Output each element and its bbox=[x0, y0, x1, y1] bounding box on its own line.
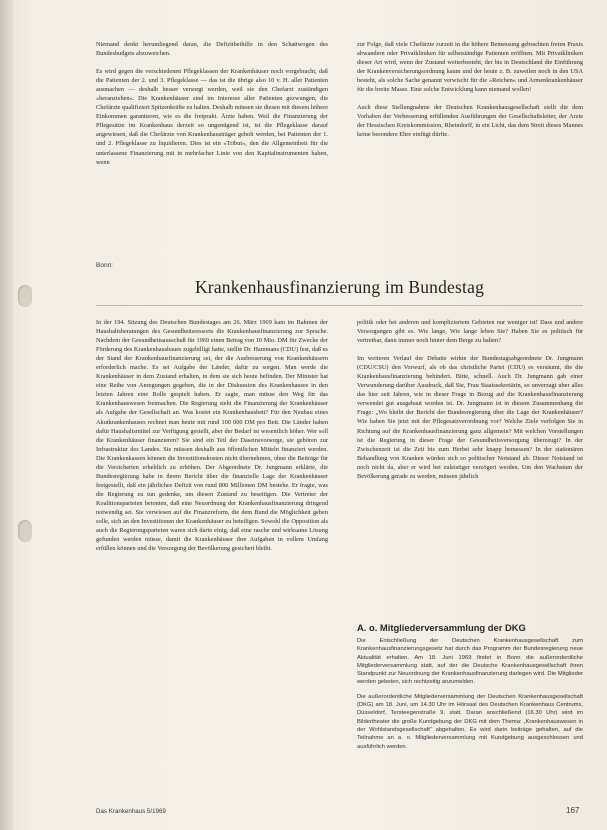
punch-hole bbox=[18, 520, 32, 542]
paragraph: Niemand denkt herumliegend daran, die Defizitbeihilfe in den Schattwogen des Bundesbudgets abzuweichen. bbox=[96, 41, 328, 58]
top-right-column bbox=[357, 40, 583, 215]
notice-paragraph: Die außerordentliche Mitgliederversammlung der Deutschen Krankenhausgesellschaft (DKG) am 18. Juni, um 14.30 Uhr im Hörsaal des Deutschen Krankenhaus Centrums, Düsseldorf, Tersteegenstraße 9, statt. Daran anschließend (16.30 Uhr) wird im Bildertheater die große Kundgebung der DKG mit dem Thema: „Krankenhauswesen in der Wohlstandsgesellschaft“ abgehalten. Es wird darin beiträge gehalten, auf die Teilnahme an a. o. Mitgliederversammlung mit Kundgebung ausgeschlossen und ausführlich werden. bbox=[357, 693, 583, 750]
page-number: 167 bbox=[566, 806, 580, 815]
paragraph: zur Folge, daß viele Chefärzte zurzeit in die höhere Bemessung gebrachten freien Praxis abwandern oder Privatkliniken für selbstständige Patienten eröffnen. Mit Privatkliniken dieser Art wird, wenn der Zustand weiterbesteht, der bis in Deutschland die Einführung der Krankenversicherungsordnung kaum und der heute z. B. zuweilen noch in den USA besteht, als solche Sache genannt verwischt für die »Reichen« und Armenkrankenhäuser für die breite Masse. Eine solche Entwicklung kann niemand wollen! bbox=[357, 41, 583, 94]
main-left-column bbox=[96, 318, 328, 805]
notice-box bbox=[357, 622, 583, 808]
paragraph: Im weiteren Verlauf der Debatte wirkte der Bundestagsabgeordnete Dr. Jungmann (CDU/CSU) den Vorwurf, als ob das christliche Partei (CDU) es versäumt, die die Krankenhausfinanzierung behindert. Bitte, schnell. Auch Dr. Jungmann gab einer Verwunderung darüber Ausdruck, daß Sie, Frau Staatssekretärin, so unverzagt uber alles das hier seit Jahren, wie in dieser Frage in Bezug auf die Krankenhausfinanzierung verwendet gut ausgebaut worden ist. Dr. Jungmann ist in diesem Zusammenhang die Frage: „Wo bleibt der Bericht der Bundesregierung über die Lage der Krankenhäuser? Wie haben Sie jetzt mit der Pflegesatzverordnung vor? Welche Ziele verfolgen Sie in Richtung auf die Krankenhausfinanzierung ganz allgemein? Mit welchen Vorstellungen ist die Regierung in dieser Frage der Gesundheitsversorgung überzeugt? In der Zwischenzeit ist die Zeit bis zum Herbst sehr knapp bemessen? In der stationären Behandlung von Kranken würden sich so politischer Notstand ab. Dieser Notstand ist noch nicht da, aber er wird bei zuleistiger verzögert werden. Um den Wachstum der Bevölkerung gerade zu werden, müssen jährlich bbox=[357, 355, 583, 480]
page-binding-edge bbox=[0, 0, 14, 830]
main-right-column bbox=[357, 318, 583, 617]
notice-paragraph: Die Entschließung der Deutschen Krankenhausgesellschaft zum Krankenhausfinanzierungsgesetz hat durch das Programm der Bundesregierung neue Aktualität erhalten. Am 18. Juni 1969 findet in Bonn die außerordentliche Mitgliederversammlung statt, auf der die Deutsche Krankenhausgesellschaft ihren Standpunkt zur Neuordnung der Krankenhausfinanzierung darlegen wird. Die Mitglieder werden gebeten, sich rechtzeitig anzumelden. bbox=[357, 638, 583, 686]
article-heading: Krankenhausfinanzierung im Bundestag bbox=[194, 277, 485, 297]
top-left-column bbox=[96, 40, 328, 220]
heading-divider bbox=[96, 305, 583, 306]
source-label: Bonn: bbox=[96, 262, 113, 269]
paragraph: Es wird gegen die verschiedenen Pflegeklassen der Krankenhäuser noch vorgebracht, daß die Patienten der 2. und 3. Pflegeklasse — das ist die übrige also 10 v. H. aller Patienten ausmachen — deshalb besser versorgt werden, weil sie den Chefarzt zuständigen »heranziehen«. Die Krankenhäuser sind im Interesse aller Patienten gezwungen, die Chefärzte qualifiziert Spitzenkräfte zu halten. Deshalb müssen sie diesen mit diesem höhere Einkommen garantieren, wie es die freiprakt. Ärzte haben. Weil die Finanzierung der Pflegesätze im Krankenhaus derzeit so ungenügend ist, ist die Pflegeklasse darauf angewiesen, daß die Chefärzte von Krankenhausträger geholt werden, bei Patienten der 1. und 2. Pflegeklasse zu liquidieren. Dies ist ein »Tribut«, den die Allgemeinheit für die unterlassene Finanzierung mit in mehrfacher Linie von den Kapitalinstrumenten haben, wenn bbox=[96, 68, 328, 166]
punch-hole bbox=[18, 285, 32, 307]
paragraph: politik oder bei anderen und kompliziertem Gebieten nur weniger ist! Dass und andere Versorgungen gibt es. Wie lange, Wie lange leben Sie? Haben Sie es politisch für vertretbar, dann immer noch hinter dem Berge zu halten? bbox=[357, 319, 583, 345]
paragraph: Auch diese Stellungnahme der Deutschen Krankenhausgesellschaft stellt die dem Vorhaben der Verbesserung erfüllenden Ausführungen der Gesellschaftsleiter, der Arzte der Hessischen Kreiskommission, Rheindorff, in ein Licht, das dem Streit dieses Mannes keine besondere Ehre einfügt dürfte. bbox=[357, 104, 583, 139]
paragraph: In der 194. Sitzung des Deutschen Bundestages am 26. März 1969 kam im Rahmen der Haushaltsberatungen des Gesundheitsressorts die Krankenhausfinanzierung zur Sprache. Nachdem der Gesundheitsausschuß für 1969 einen Betrag von 10 Mio. DM für Zwecke der Förderung des Krankenhausbaues zugebilligt hatte, stellte Dr. Hammans (CDU) fest, daß es der Stand der Krankenhausfinanzierung sei, der die Ausbesserung von Krankenhäusern erforderlich mache. Es sei Aufgabe der Länder, dafür zu sorgen. Man werde die Krankenhäuser in dem Zustand erhalten, in dem sie sich heute befinden. Der Minister hat eine Reihe von Anregungen gegeben, die in der Diskussion des Krankenhauses in den letzten Jahren eine Rolle gespielt haben. Er sagte, man müsse den Weg für das Krankenhauswesen freimachen. Die Regierung sieht die Finanzierung der Krankenhäuser als Aufgabe der Gesellschaft an. Was kostet ein Krankenhausbett? Für den Neubau eines Akutkrankenhauses rechnet man heute mit rund 100 000 DM pro Bett. Die Länder haben dafür Haushaltsmittel zur Verfügung gestellt, aber der Bedarf ist wesentlich höher. Wer soll die Krankenhäuser finanzieren? Sie sind ein Teil der Daseinsvorsorge, sie gehören zur Infrastruktur des Landes. Sie müssen deshalb aus öffentlichen Mitteln finanziert werden. Die Krankenkassen können die Investitionskosten nicht übernehmen, ohne die Beiträge für die Versicherten erheblich zu erhöhen. Der Abgeordnete Dr. Jungmann erklärte, die Bundesregierung habe in ihrem Bericht über die finanzielle Lage der Krankenhäuser festgestellt, daß ein jährliches Defizit von rund 800 Millionen DM bestehe. Er fragte, was die Regierung zu tun gedenke, um diesen Zustand zu beseitigen. Die Vertreter der Koalitionsparteien betonten, daß eine Neuordnung der Krankenhausfinanzierung dringend notwendig sei. Sie verwiesen auf die Finanzreform, die dem Bund die Möglichkeit geben solle, sich an den Investitionen der Krankenhäuser zu beteiligen. Sowohl die Opposition als auch die Regierungsparteien waren sich darin einig, daß eine rasche und wirksame Lösung gefunden werden müsse, damit die Krankenhäuser ihre Aufgaben in vollem Umfang erfüllen können und die Versorgung der Bevölkerung gesichert bleibt. bbox=[96, 319, 328, 553]
journal-footer: Das Krankenhaus 5/1969 bbox=[96, 808, 166, 815]
notice-title: A. o. Mitgliederversammlung der DKG bbox=[357, 622, 526, 633]
